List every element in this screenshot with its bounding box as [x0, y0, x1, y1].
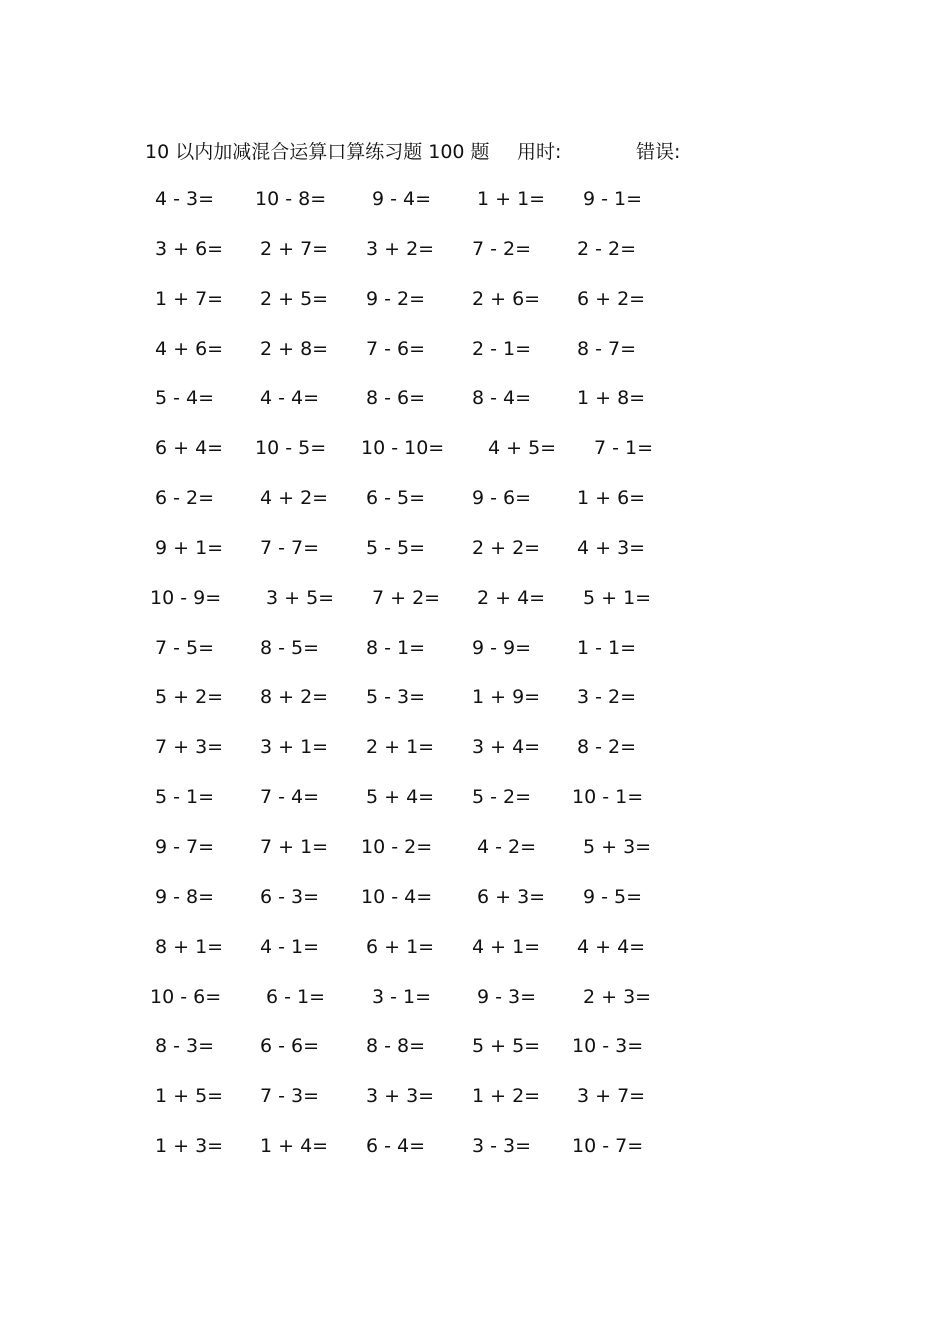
problem-row — [0, 1132, 950, 1182]
problem-row — [0, 484, 950, 534]
math-problem: 7 - 2= — [472, 237, 532, 260]
problem-row — [0, 384, 950, 434]
problem-row — [0, 434, 950, 484]
problem-row — [0, 1082, 950, 1132]
math-problem: 1 + 8= — [577, 387, 646, 410]
math-problem: 10 - 6= — [150, 985, 222, 1008]
math-problem: 5 + 1= — [583, 586, 652, 609]
problem-row — [0, 1032, 950, 1082]
math-problem: 4 - 4= — [260, 387, 320, 410]
math-problem: 7 + 1= — [260, 835, 329, 858]
math-problem: 7 - 7= — [260, 536, 320, 559]
math-problem: 3 - 2= — [577, 686, 637, 709]
problem-row — [0, 783, 950, 833]
math-problem: 8 + 2= — [260, 686, 329, 709]
problem-row — [0, 235, 950, 285]
math-problem: 5 - 1= — [155, 786, 215, 809]
math-problem: 7 - 3= — [260, 1085, 320, 1108]
math-problem: 3 - 1= — [372, 985, 432, 1008]
worksheet-header — [0, 137, 950, 167]
math-problem: 5 + 2= — [155, 686, 224, 709]
math-problem: 5 - 3= — [366, 686, 426, 709]
math-problem: 10 - 8= — [255, 188, 327, 210]
problem-row — [0, 733, 950, 783]
math-problem: 8 + 1= — [155, 935, 224, 958]
math-problem: 8 - 3= — [155, 1035, 215, 1058]
problem-row — [0, 983, 950, 1033]
worksheet-title: 10 以内加减混合运算口算练习题 100 题 — [145, 141, 490, 163]
math-problem: 2 + 3= — [583, 985, 652, 1008]
math-problem: 2 - 2= — [577, 237, 637, 260]
math-problem: 6 + 1= — [366, 935, 435, 958]
math-problem: 4 + 1= — [472, 935, 541, 958]
math-problem: 8 - 4= — [472, 387, 532, 410]
math-problem: 4 + 2= — [260, 487, 329, 510]
problem-grid — [0, 185, 950, 1182]
math-problem: 2 + 8= — [260, 337, 329, 360]
math-problem: 1 + 6= — [577, 487, 646, 510]
math-problem: 6 - 3= — [260, 885, 320, 908]
math-problem: 5 - 4= — [155, 387, 215, 410]
math-problem: 8 - 7= — [577, 337, 637, 360]
math-problem: 3 + 4= — [472, 736, 541, 759]
math-problem: 10 - 4= — [361, 885, 433, 908]
math-problem: 6 + 3= — [477, 885, 546, 908]
math-problem: 9 - 5= — [583, 885, 643, 908]
problem-row — [0, 683, 950, 733]
math-problem: 7 - 6= — [366, 337, 426, 360]
math-problem: 2 + 2= — [472, 536, 541, 559]
math-problem: 1 + 9= — [472, 686, 541, 709]
math-problem: 2 + 1= — [366, 736, 435, 759]
math-problem: 2 + 5= — [260, 287, 329, 310]
math-problem: 8 - 5= — [260, 636, 320, 659]
math-problem: 1 + 2= — [472, 1085, 541, 1108]
math-problem: 3 + 7= — [577, 1085, 646, 1108]
math-problem: 5 + 5= — [472, 1035, 541, 1058]
math-problem: 1 + 4= — [260, 1135, 329, 1158]
time-label: 用时: — [517, 141, 562, 163]
math-problem: 6 - 1= — [266, 985, 326, 1008]
math-problem: 4 - 3= — [155, 188, 215, 210]
math-problem: 6 + 2= — [577, 287, 646, 310]
math-problem: 3 - 3= — [472, 1135, 532, 1158]
problem-row — [0, 883, 950, 933]
error-label: 错误: — [636, 141, 681, 163]
math-problem: 2 + 4= — [477, 586, 546, 609]
math-problem: 5 + 3= — [583, 835, 652, 858]
math-problem: 8 - 8= — [366, 1035, 426, 1058]
math-problem: 10 - 3= — [572, 1035, 644, 1058]
problem-row — [0, 534, 950, 584]
math-problem: 10 - 10= — [361, 437, 445, 460]
math-problem: 1 + 5= — [155, 1085, 224, 1108]
problem-row — [0, 285, 950, 335]
math-problem: 9 - 3= — [477, 985, 537, 1008]
math-problem: 7 - 5= — [155, 636, 215, 659]
math-problem: 3 + 2= — [366, 237, 435, 260]
math-problem: 4 + 4= — [577, 935, 646, 958]
math-problem: 7 - 1= — [594, 437, 654, 460]
math-problem: 10 - 9= — [150, 586, 222, 609]
problem-row — [0, 185, 950, 235]
math-problem: 4 - 2= — [477, 835, 537, 858]
math-problem: 2 + 6= — [472, 287, 541, 310]
math-problem: 9 - 2= — [366, 287, 426, 310]
math-problem: 1 + 3= — [155, 1135, 224, 1158]
problem-row — [0, 933, 950, 983]
math-problem: 4 + 6= — [155, 337, 224, 360]
math-problem: 4 + 5= — [488, 437, 557, 460]
math-problem: 7 + 2= — [372, 586, 441, 609]
math-problem: 6 - 5= — [366, 487, 426, 510]
math-problem: 1 + 1= — [477, 188, 546, 210]
math-problem: 9 - 1= — [583, 188, 643, 210]
problem-row — [0, 634, 950, 684]
math-problem: 2 - 1= — [472, 337, 532, 360]
math-problem: 4 - 1= — [260, 935, 320, 958]
math-problem: 9 - 7= — [155, 835, 215, 858]
math-problem: 9 - 6= — [472, 487, 532, 510]
math-problem: 9 - 9= — [472, 636, 532, 659]
math-problem: 8 - 1= — [366, 636, 426, 659]
math-problem: 1 - 1= — [577, 636, 637, 659]
math-problem: 6 - 2= — [155, 487, 215, 510]
math-problem: 8 - 6= — [366, 387, 426, 410]
math-problem: 7 + 3= — [155, 736, 224, 759]
math-problem: 7 - 4= — [260, 786, 320, 809]
problem-row — [0, 335, 950, 385]
math-problem: 10 - 5= — [255, 437, 327, 460]
math-problem: 5 - 5= — [366, 536, 426, 559]
math-problem: 9 - 4= — [372, 188, 432, 210]
math-problem: 10 - 7= — [572, 1135, 644, 1158]
math-problem: 10 - 1= — [572, 786, 644, 809]
math-problem: 6 - 4= — [366, 1135, 426, 1158]
math-problem: 5 - 2= — [472, 786, 532, 809]
problem-row — [0, 833, 950, 883]
math-problem: 3 + 1= — [260, 736, 329, 759]
math-problem: 3 + 6= — [155, 237, 224, 260]
math-problem: 6 - 6= — [260, 1035, 320, 1058]
math-problem: 2 + 7= — [260, 237, 329, 260]
math-problem: 3 + 3= — [366, 1085, 435, 1108]
math-problem: 10 - 2= — [361, 835, 433, 858]
math-problem: 3 + 5= — [266, 586, 335, 609]
problem-row — [0, 584, 950, 634]
math-problem: 1 + 7= — [155, 287, 224, 310]
math-problem: 4 + 3= — [577, 536, 646, 559]
math-problem: 9 - 8= — [155, 885, 215, 908]
math-problem: 6 + 4= — [155, 437, 224, 460]
math-problem: 9 + 1= — [155, 536, 224, 559]
math-problem: 5 + 4= — [366, 786, 435, 809]
math-problem: 8 - 2= — [577, 736, 637, 759]
